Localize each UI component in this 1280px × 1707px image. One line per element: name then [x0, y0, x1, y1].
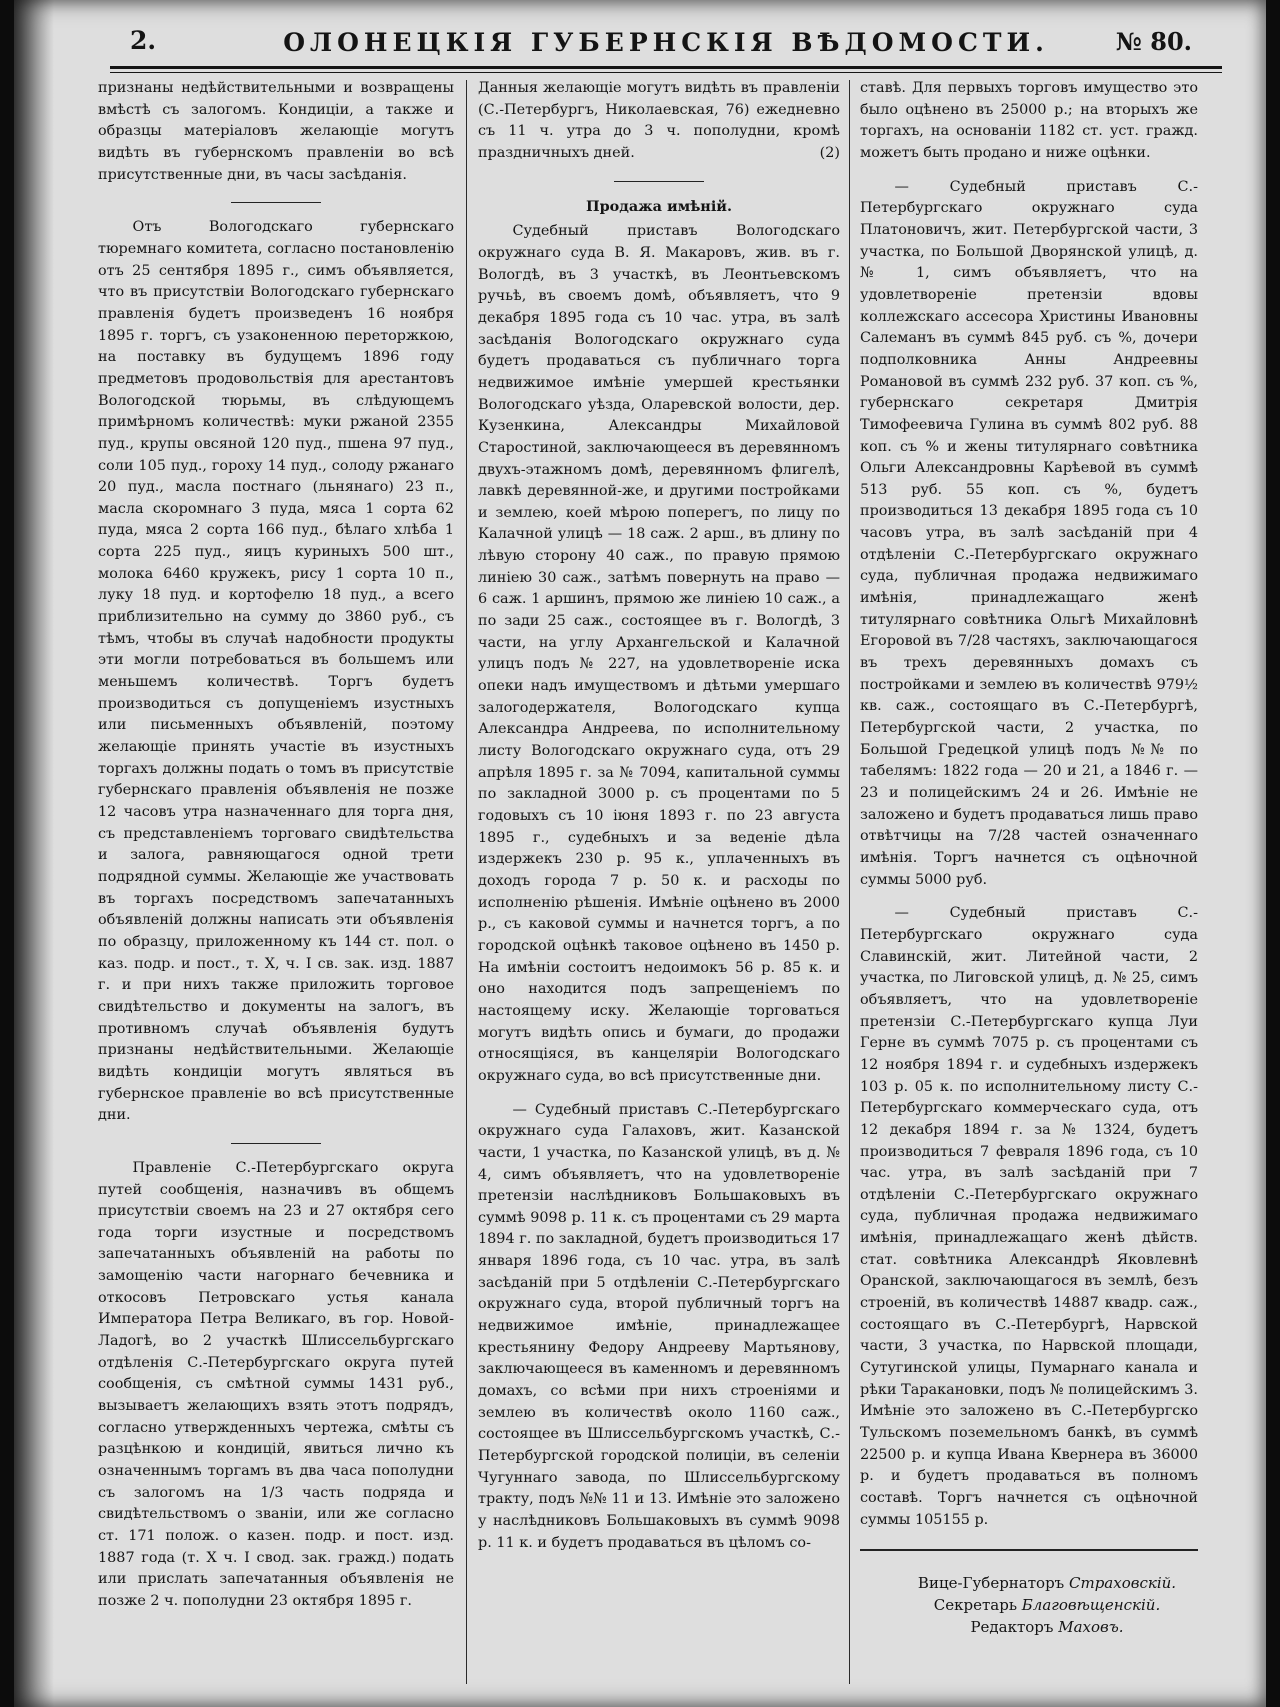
- separator-rule: [231, 1143, 321, 1144]
- issue-number: № 80.: [1115, 27, 1192, 56]
- newspaper-title: ОЛОНЕЦКІЯ ГУБЕРНСКІЯ ВѢДОМОСТИ.: [283, 28, 1049, 57]
- page-number: 2.: [130, 26, 157, 55]
- signature-vice-governor: Вице-Губернаторъ Страховскій.: [917, 1574, 1177, 1593]
- article-text: ставѣ. Для первыхъ торговъ имущество это было оцѣнено въ 25000 р.; на вторыхъ же торгахъ, на основаніи 1182 ст. уст. гражд. можетъ быть продано и ниже оцѣнки.: [860, 80, 1198, 161]
- masthead-rule-thick: [110, 66, 1222, 69]
- article-text: Отъ Вологодскаго губернскаго тюремнаго комитета, согласно постановленію отъ 25 сентября 1895 г., симъ объявляется, что въ присутствіи Вологодскаго губернскаго правленія будетъ произведенъ 16 ноября 1895 г. торгъ, съ узаконенною переторжкою, на поставку въ будущемъ 1896 году предметовъ продовольствія для арестантовъ Вологодской тюрьмы, въ слѣдующемъ примѣрномъ количествѣ: муки ржаной 2355 пуд., крупы овсяной 120 пуд., пшена 97 пуд., соли 105 пуд., гороху 14 пуд., солоду ржанаго 20 пуд., масла постнаго (льнянаго) 23 п., масла скоромнаго 3 пуда, мяса 1 сорта 62 пуда, мяса 2 сорта 166 пуд., бѣлаго хлѣба 1 сорта 225 пуд., яицъ куриныхъ 500 шт., молока 6460 кружекъ, рису 1 сорта 10 п., луку 18 пуд. и кортофелю 18 пуд., а всего приблизительно на сумму до 3860 руб., съ тѣмъ, чтобы въ случаѣ надобности продукты эти могли потребоваться въ большемъ или меньшемъ количествѣ. Торгъ будетъ производиться съ допущеніемъ изустныхъ или письменныхъ объявленій, поэтому желающіе принять участіе въ изустныхъ торгахъ должны подать о томъ въ присутствіе губернскаго правленія объявленія не позже 12 часовъ утра назначеннаго для торга дня, съ представленіемъ торговаго свидѣтельства и залога, равняющагося одной трети подрядной суммы. Желающіе же участвовать въ торгахъ посредствомъ запечатанныхъ объявленій должны написать эти объявленія по образцу, приложенному къ 144 ст. пол. о каз. подр. и пост., т. Х, ч. I св. зак. изд. 1887 г. и при нихъ также приложить торговое свидѣтельство и документы на залогъ, въ противномъ случаѣ объявленія будутъ признаны недѣйствительными. Желающіе видѣть кондиціи могутъ являться въ губернское правленіе во всѣ присутственные дни.: [98, 219, 454, 1124]
- separator-rule: [614, 181, 704, 182]
- article-text: — Судебный приставъ С.-Петербургскаго окружнаго суда Галаховъ, жит. Казанской части, 1 участка, по Казанской улицѣ, въ д. № 4, симъ объявляетъ, что на удовлетвореніе претензіи наслѣдниковъ Большаковыхъ въ суммѣ 9098 р. 11 к. съ процентами съ 29 марта 1894 г. по закладной, будетъ производиться 17 января 1896 года, съ 10 час. утра, въ залѣ засѣданій при 5 отдѣленіи С.-Петербургскаго окружнаго суда, второй публичный торгъ на недвижимое имѣніе, принадлежащее крестьянину Федору Андрееву Мартьянову, заключающееся въ каменномъ и деревянномъ домахъ, со всѣми при нихъ строеніями и землею въ количествѣ около 1160 саж., состоящее въ Шлиссельбургскомъ участкѣ, С.-Петербургской городской полиціи, въ селеніи Чугуннаго завода, по Шлиссельбургскому тракту, подъ №№ 11 и 13. Имѣніе это заложено у наслѣдниковъ Большаковыхъ въ суммѣ 9098 р. 11 к. и будетъ продаваться въ цѣломъ со-: [478, 1101, 840, 1551]
- article-text: Данныя желающіе могутъ видѣть въ правленіи (С.-Петербургъ, Николаевская, 76) ежедневно съ 11 ч. утра до 3 ч. пополудни, кромѣ праздничныхъ дней. (2): [478, 78, 840, 165]
- reference-number: (2): [819, 144, 840, 161]
- column-divider-2: [849, 80, 850, 1684]
- article-text: Судебный приставъ Вологодскаго окружнаго суда В. Я. Макаровъ, жив. въ г. Вологдѣ, въ 3 участкѣ, въ Леонтьевскомъ ручьѣ, въ своемъ домѣ, объявляетъ, что 9 декабря 1895 года съ 10 час. утра, въ залѣ засѣданія Вологодскаго окружнаго суда будетъ продаваться съ публичнаго торга недвижимое имѣніе умершей крестьянки Вологодскаго уѣзда, Оларевской волости, дер. Кузенкина, Александры Михайловой Старостиной, заключающееся въ деревянномъ двухъ-этажномъ домѣ, деревянномъ флигелѣ, лавкѣ деревянной-же, и другими постройками и землею, коей мѣрою поперегъ, по лицу по Калачной улицѣ — 18 саж. 2 арш., въ длину по лѣвую сторону 40 саж., по правую прямою линіею 30 саж., затѣмъ повернуть на право — 6 саж. 1 аршинъ, прямою же линіею 10 саж., а по зади 25 саж., состоящее въ г. Вологдѣ, 3 части, на углу Архангельской и Калачной улицъ подъ № 227, на удовлетвореніе иска опеки надъ имуществомъ и дѣтьми умершаго залогодержателя, Вологодскаго купца Александра Андреева, по исполнительному листу Вологодскаго окружнаго суда, отъ 29 апрѣля 1895 г. за № 7094, капитальной суммы по закладной 3000 р. съ процентами по 5 годовыхъ съ 10 іюня 1893 г. по 23 августа 1895 г., судебныхъ и за веденіе дѣла издержекъ 230 р. 95 к., уплаченныхъ въ доходъ города 7 р. 50 к. и расходы по исполненію рѣшенія. Имѣніе оцѣнено въ 2000 р., съ каковой суммы и начнется торгъ, а по городской оцѣнкѣ таковое оцѣнено въ 1450 р. На имѣніи состоитъ недоимокъ 56 р. 85 к. и оно находится подъ запрещеніемъ по настоящему иску. Желающіе торговаться могутъ видѣть опись и бумаги, до продажи относящіяся, въ канцеляріи Вологодскаго окружнаго суда, во всѣ присутственные дни.: [478, 223, 840, 1084]
- article-text: — Судебный приставъ С.-Петербургскаго окружнаго суда Платоновичъ, жит. Петербургской части, 3 участка, по Большой Дворянской улицѣ, д. № 1, симъ объявляетъ, что на удовлетвореніе претензіи вдовы коллежскаго ассесора Христины Ивановны Салеманъ въ суммѣ 845 руб. съ %, дочери подполковника Анны Андреевны Романовой въ суммѣ 232 руб. 37 коп. съ %, губернскаго секретаря Дмитрія Тимофеевича Гулина въ суммѣ 802 руб. 88 коп. съ % и жены титулярнаго совѣтника Ольги Александровны Карѣевой въ суммѣ 513 руб. 55 коп. съ %, будетъ производиться 13 декабря 1895 года съ 10 часовъ утра, въ залѣ засѣданій при 4 отдѣленіи С.-Петербургскаго окружнаго суда, публичная продажа недвижимаго имѣнія, принадлежащаго женѣ титулярнаго совѣтника Ольгѣ Михайловнѣ Егоровой въ 7/28 частяхъ, заключающагося въ трехъ деревянныхъ домахъ съ постройками и землею въ количествѣ 979½ кв. саж., состоящаго въ С.-Петербургѣ, Петербургской части, 2 участка, по Большой Гредецкой улицѣ подъ №№ по табелямъ: 1822 года — 20 и 21, а 1846 г. — 23 и полицейскимъ 24 и 26. Имѣніе не заложено и будетъ продаваться лишь право отвѣтчицы на 7/28 частей означеннаго имѣнія. Торгъ начнется съ оцѣночной суммы 5000 руб.: [860, 178, 1198, 888]
- column-3: [860, 78, 1198, 1686]
- masthead-rule-thin: [110, 72, 1222, 73]
- column-1: [98, 78, 454, 1686]
- separator-rule: [231, 202, 321, 203]
- column-2: [478, 78, 840, 1686]
- section-heading: Продажа имѣній.: [585, 197, 732, 215]
- column-divider-1: [466, 80, 467, 1684]
- article-text: признаны недѣйствительными и возвращены вмѣстѣ съ залогомъ. Кондиціи, а также и образцы матеріаловъ желающіе могутъ видѣть въ губернскомъ правленіи во всѣ присутственные дни, въ часы засѣданія.: [98, 80, 454, 183]
- article-text: — Судебный приставъ С.-Петербургскаго окружнаго суда Славинскій, жит. Литейной части, 2 участка, по Лиговской улицѣ, д. № 25, симъ объявляетъ, что на удовлетвореніе претензіи С.-Петербургскаго купца Луи Герне въ суммѣ 7075 р. съ процентами съ 12 ноября 1894 г. и судебныхъ издержекъ 103 р. 05 к. по исполнительному листу С.-Петербургскаго коммерческаго суда, отъ 12 декабря 1894 г. за № 1324, будетъ производиться 7 февраля 1896 года, съ 10 час. утра, въ залѣ засѣданій при 7 отдѣленіи С.-Петербургскаго окружнаго суда, публичная продажа недвижимаго имѣнія, принадлежащаго женѣ дѣйств. стат. совѣтника Александрѣ Яковлевнѣ Оранской, заключающагося въ землѣ, безъ строеній, въ количествѣ 14887 квадр. саж., состоящаго въ С.-Петербургѣ, Нарвской части, 3 участка, по Нарвской площади, Сутугинской улицы, Пумарнаго канала и рѣки Таракановки, подъ № полицейскимъ 3. Имѣніе это заложено въ С.-Петербургско Тульскомъ поземельномъ банкѣ, въ суммѣ 22500 р. и купца Ивана Квернера въ 36000 р. и будетъ продаваться въ полномъ составѣ. Торгъ начнется съ оцѣночной суммы 105155 р.: [860, 905, 1198, 1528]
- masthead: [110, 18, 1222, 72]
- signature-editor: Редакторъ Маховъ.: [970, 1617, 1124, 1636]
- binding-shadow: [14, 0, 54, 1707]
- closing-rule: [860, 1549, 1198, 1551]
- article-text: Правленіе С.-Петербургскаго округа путей сообщенія, назначивъ въ общемъ присутствіи своемъ на 23 и 27 октября сего года торги изустные и посредствомъ запечатанныхъ объявленій на работы по замощенію части нагорнаго бечевника и откосовъ Петровскаго устья канала Императора Петра Великаго, въ гор. Новой-Ладогѣ, во 2 участкѣ Шлиссельбургскаго отдѣленія С.-Петербургскаго округа путей сообщенія, съ смѣтной суммы 1431 руб., вызываетъ желающихъ взять этотъ подрядъ, согласно утвержденныхъ чертежа, смѣты съ разцѣнкою и кондицій, явиться лично къ означеннымъ торгамъ въ два часа пополудни съ залогомъ на 1/3 часть подряда и свидѣтельствомъ о званіи, или же согласно ст. 171 полож. о казен. подр. и пост. изд. 1887 года (т. Х ч. I свод. зак. гражд.) подать или прислать запечатанныя объявленія не позже 2 ч. пополудни 23 октября 1895 г.: [98, 1159, 454, 1609]
- signature-secretary: Секретарь Благовѣщенскій.: [933, 1595, 1161, 1614]
